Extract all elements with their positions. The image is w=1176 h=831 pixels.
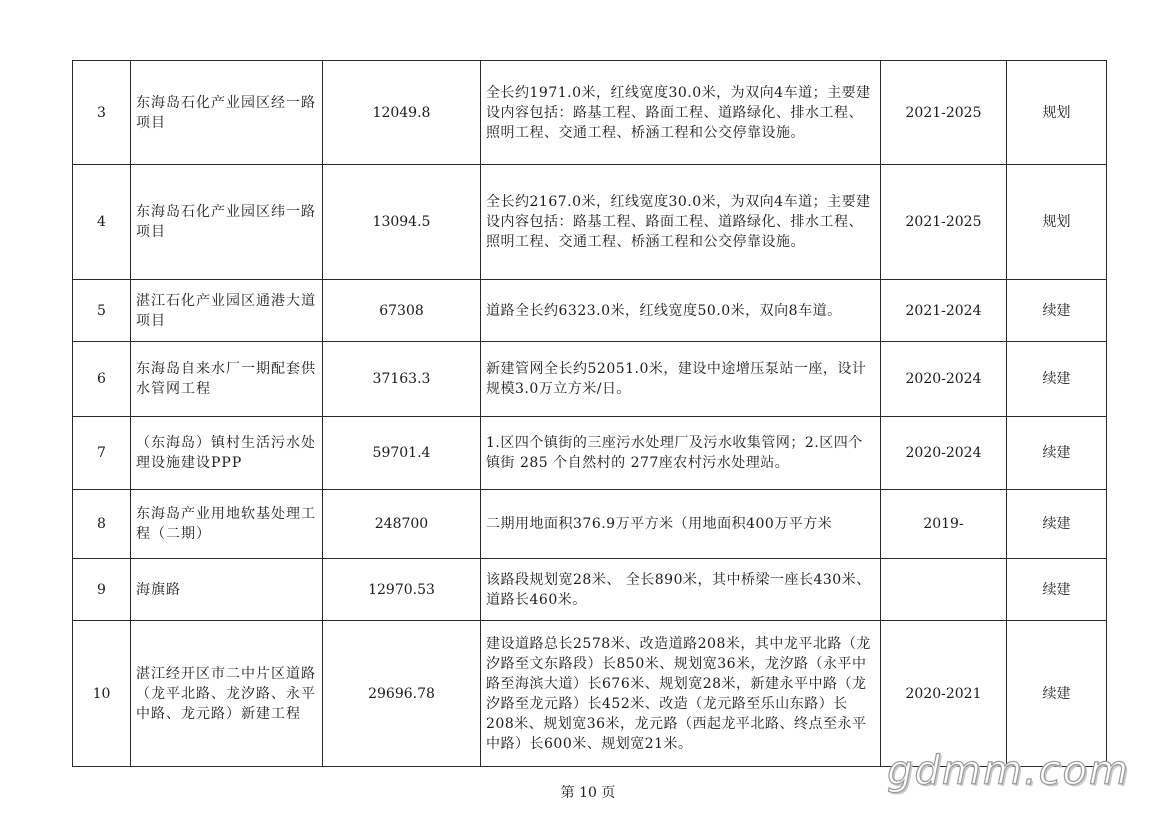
investment-amount: 67308 [323,280,481,342]
project-status: 续建 [1007,417,1107,490]
construction-period: 2020-2021 [881,621,1007,767]
row-number: 9 [73,559,131,621]
construction-content: 二期用地面积376.9万平方米（用地面积400万平方米 [481,490,881,559]
construction-period: 2020-2024 [881,417,1007,490]
page-number: 第 10 页 [560,785,616,801]
row-number: 5 [73,280,131,342]
construction-period: 2020-2024 [881,342,1007,417]
construction-content: 全长约1971.0米，红线宽度30.0米，为双向4车道；主要建设内容包括：路基工程、路面工程、道路绿化、排水工程、照明工程、交通工程、桥涵工程和公交停靠设施。 [481,61,881,165]
table-row [73,621,1107,767]
row-number: 6 [73,342,131,417]
project-status: 续建 [1007,280,1107,342]
row-number: 10 [73,621,131,767]
project-status: 续建 [1007,342,1107,417]
table-row [73,61,1107,165]
construction-content: 全长约2167.0米，红线宽度30.0米，为双向4车道；主要建设内容包括：路基工程、路面工程、道路绿化、排水工程、照明工程、交通工程、桥涵工程和公交停靠设施。 [481,165,881,280]
project-status: 续建 [1007,559,1107,621]
project-name: 东海岛石化产业园区纬一路项目 [131,165,323,280]
construction-content: 新建管网全长约52051.0米，建设中途增压泵站一座，设计规模3.0万立方米/日。 [481,342,881,417]
construction-period: 2019- [881,490,1007,559]
investment-amount: 12049.8 [323,61,481,165]
site-watermark: gdmm.com [887,748,1130,794]
construction-period: 2021-2024 [881,280,1007,342]
construction-content: 建设道路总长2578米、改造道路208米，其中龙平北路（龙汐路至文东路段）长850米、规划宽36米，龙汐路（永平中路至海滨大道）长676米、规划宽28米，新建永平中路（龙汐路至龙元路）长452米、改造（龙元路至乐山东路）长208米、规划宽36米，龙元路（西起龙平北路、终点至永平中路）长600米、规划宽21米。 [481,621,881,767]
project-table [72,60,1107,767]
project-name: 湛江石化产业园区通港大道项目 [131,280,323,342]
construction-content: 道路全长约6323.0米，红线宽度50.0米，双向8车道。 [481,280,881,342]
project-name: 东海岛石化产业园区经一路项目 [131,61,323,165]
construction-content: 该路段规划宽28米、 全长890米，其中桥梁一座长430米、道路长460米。 [481,559,881,621]
investment-amount: 59701.4 [323,417,481,490]
project-name: （东海岛）镇村生活污水处理设施建设PPP [131,417,323,490]
project-status: 续建 [1007,621,1107,767]
project-status: 续建 [1007,490,1107,559]
row-number: 8 [73,490,131,559]
construction-content: 1.区四个镇街的三座污水处理厂及污水收集管网；2.区四个镇街 285 个自然村的 277座农村污水处理站。 [481,417,881,490]
project-status: 规划 [1007,165,1107,280]
table-row [73,417,1107,490]
table-row [73,490,1107,559]
row-number: 4 [73,165,131,280]
construction-period: 2021-2025 [881,165,1007,280]
investment-amount: 29696.78 [323,621,481,767]
table-row [73,342,1107,417]
table-row [73,280,1107,342]
investment-amount: 13094.5 [323,165,481,280]
project-name: 东海岛自来水厂一期配套供水管网工程 [131,342,323,417]
project-status: 规划 [1007,61,1107,165]
table-row [73,165,1107,280]
project-name: 湛江经开区市二中片区道路（龙平北路、龙汐路、永平中路、龙元路）新建工程 [131,621,323,767]
project-name: 海旗路 [131,559,323,621]
investment-amount: 248700 [323,490,481,559]
project-name: 东海岛产业用地软基处理工程（二期） [131,490,323,559]
investment-amount: 37163.3 [323,342,481,417]
table-row [73,559,1107,621]
row-number: 7 [73,417,131,490]
construction-period [881,559,1007,621]
construction-period: 2021-2025 [881,61,1007,165]
row-number: 3 [73,61,131,165]
investment-amount: 12970.53 [323,559,481,621]
